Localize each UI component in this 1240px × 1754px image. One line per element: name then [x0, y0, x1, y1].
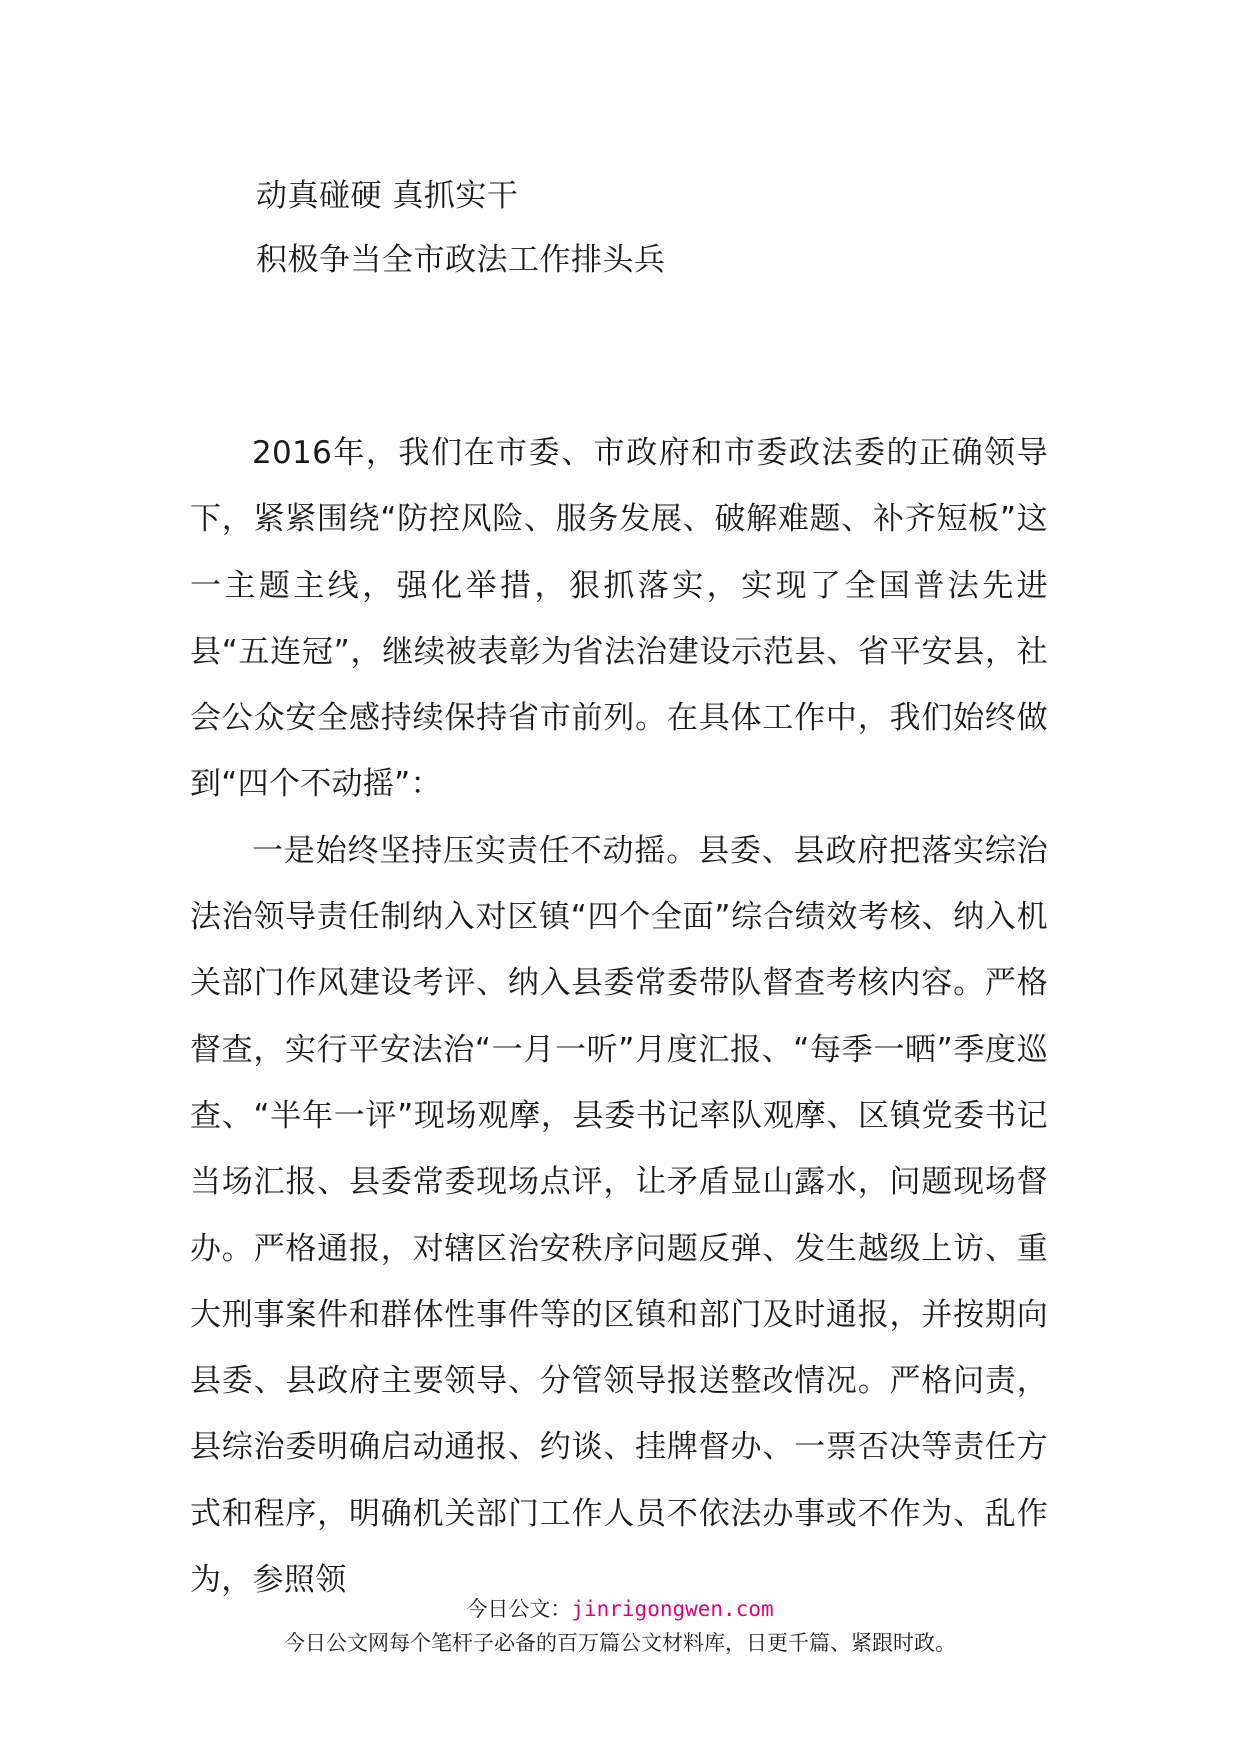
document-title	[256, 164, 1056, 292]
footer-slogan: 今日公文网每个笔杆子必备的百万篇公文材料库，日更千篇、紧跟时政。	[284, 1631, 956, 1655]
paragraph-intro: 2016年，我们在市委、市政府和市委政法委的正确领导下，紧紧围绕“防控风险、服务发展、破解难题、补齐短板”这一主题主线，强化举措，狠抓落实，实现了全国普法先进县“五连冠”，继续被表彰为省法治建设示范县、省平安县，社会公众安全感持续保持省市前列。在具体工作中，我们始终做到“四个不动摇”：	[190, 435, 1048, 803]
title-line-2: 积极争当全市政法工作排头兵	[256, 242, 666, 278]
document-body	[190, 420, 1048, 1613]
footer-source	[0, 1594, 1240, 1624]
title-line-1: 动真碰硬 真抓实干	[256, 178, 519, 214]
footer-url-link[interactable]: jinrigongwen.com	[571, 1597, 774, 1621]
paragraph-point-one: 一是始终坚持压实责任不动摇。县委、县政府把落实综治法治领导责任制纳入对区镇“四个全面”综合绩效考核、纳入机关部门作风建设考评、纳入县委常委带队督查考核内容。严格督查，实行平安法治“一月一听”月度汇报、“每季一晒”季度巡查、“半年一评”现场观摩，县委书记率队观摩、区镇党委书记当场汇报、县委常委现场点评，让矛盾显山露水，问题现场督办。严格通报，对辖区治安秩序问题反弹、发生越级上访、重大刑事案件和群体性事件等的区镇和部门及时通报，并按期向县委、县政府主要领导、分管领导报送整改情况。严格问责，县综治委明确启动通报、约谈、挂牌督办、一票否决等责任方式和程序，明确机关部门工作人员不依法办事或不作为、乱作为，参照领	[190, 832, 1048, 1599]
footer-label: 今日公文：	[466, 1597, 572, 1621]
